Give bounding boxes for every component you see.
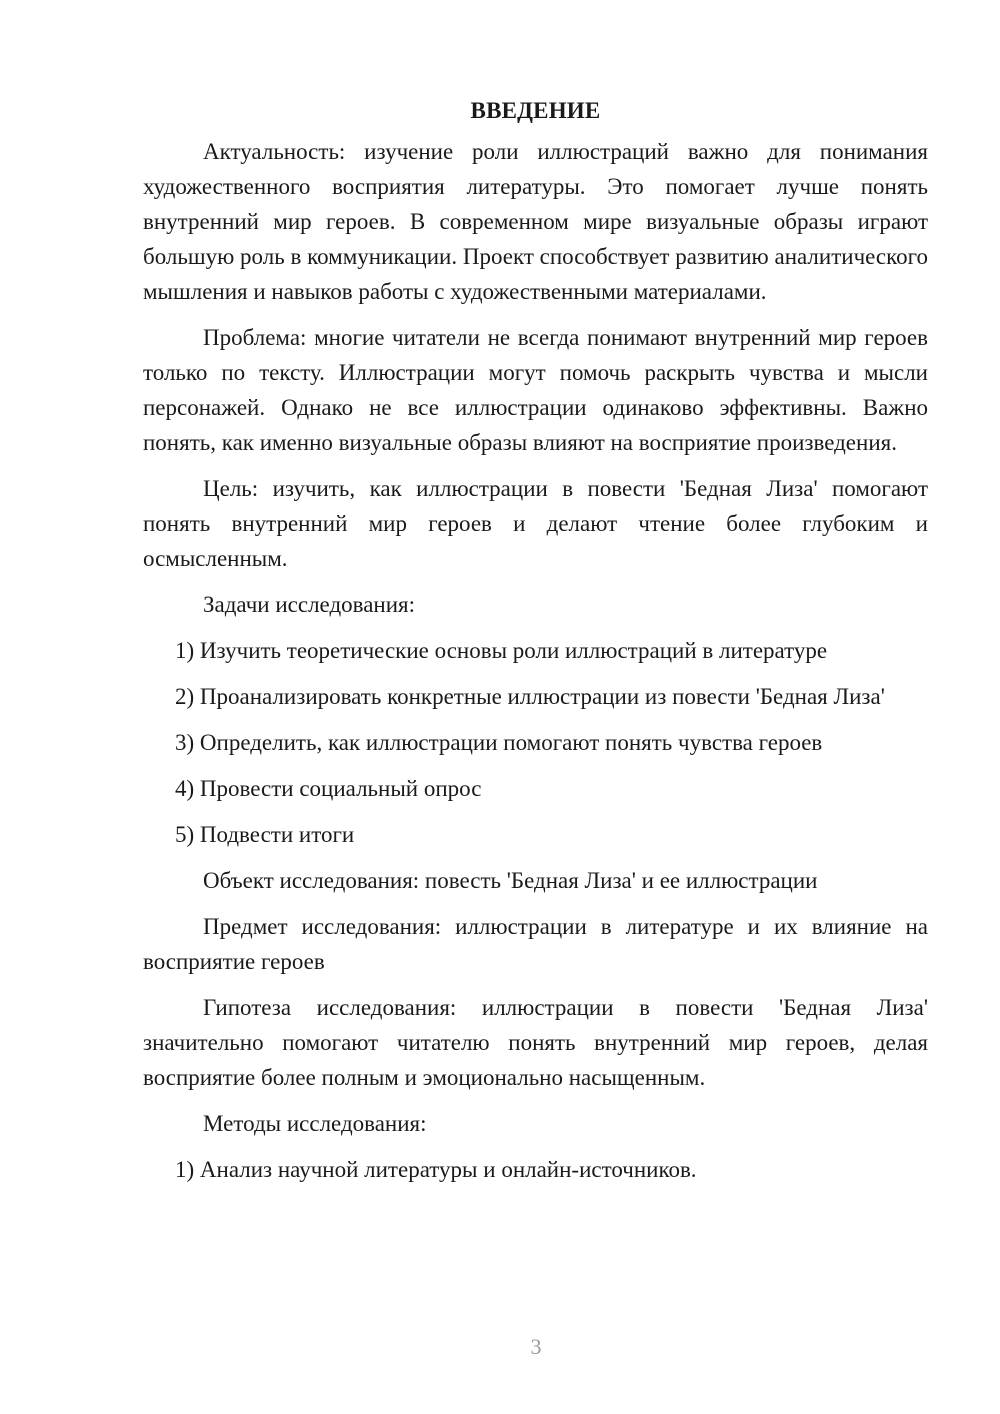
hypothesis-paragraph: Гипотеза исследования: иллюстрации в повести 'Бедная Лиза' значительно помогают читателю понять внутренний мир героев, делая восприятие более полным и эмоционально насыщенным.	[143, 995, 928, 1090]
task-item-2: 2) Проанализировать конкретные иллюстрации из повести 'Бедная Лиза'	[175, 684, 885, 709]
page-content	[143, 94, 928, 1198]
relevance-paragraph: Актуальность: изучение роли иллюстраций важно для понимания художественного восприятия литературы. Это помогает лучше понять внутренний мир героев. В современном мире визуальные образы играют большую роль в коммуникации. Проект способствует развитию аналитического мышления и навыков работы с художественными материалами.	[143, 139, 928, 304]
task-item-5: 5) Подвести итоги	[175, 822, 355, 847]
section-title: ВВЕДЕНИЕ	[470, 98, 601, 123]
task-item-3: 3) Определить, как иллюстрации помогают понять чувства героев	[175, 730, 823, 755]
subject-paragraph: Предмет исследования: иллюстрации в литературе и их влияние на восприятие героев	[143, 914, 928, 974]
goal-paragraph: Цель: изучить, как иллюстрации в повести 'Бедная Лиза' помогают понять внутренний мир героев и делают чтение более глубоким и осмысленным.	[143, 476, 928, 571]
task-item-4: 4) Провести социальный опрос	[175, 776, 482, 801]
task-item-1: 1) Изучить теоретические основы роли иллюстраций в литературе	[175, 638, 828, 663]
object-paragraph: Объект исследования: повесть 'Бедная Лиза' и ее иллюстрации	[203, 868, 818, 893]
problem-paragraph: Проблема: многие читатели не всегда понимают внутренний мир героев только по тексту. Иллюстрации могут помочь раскрыть чувства и мысли персонажей. Однако не все иллюстрации одинаково эффективны. Важно понять, как именно визуальные образы влияют на восприятие произведения.	[143, 325, 928, 455]
page-number: 3	[530, 1334, 542, 1359]
method-item-1: 1) Анализ научной литературы и онлайн-источников.	[175, 1157, 697, 1182]
methods-heading: Методы исследования:	[203, 1111, 427, 1136]
tasks-heading: Задачи исследования:	[203, 592, 416, 617]
